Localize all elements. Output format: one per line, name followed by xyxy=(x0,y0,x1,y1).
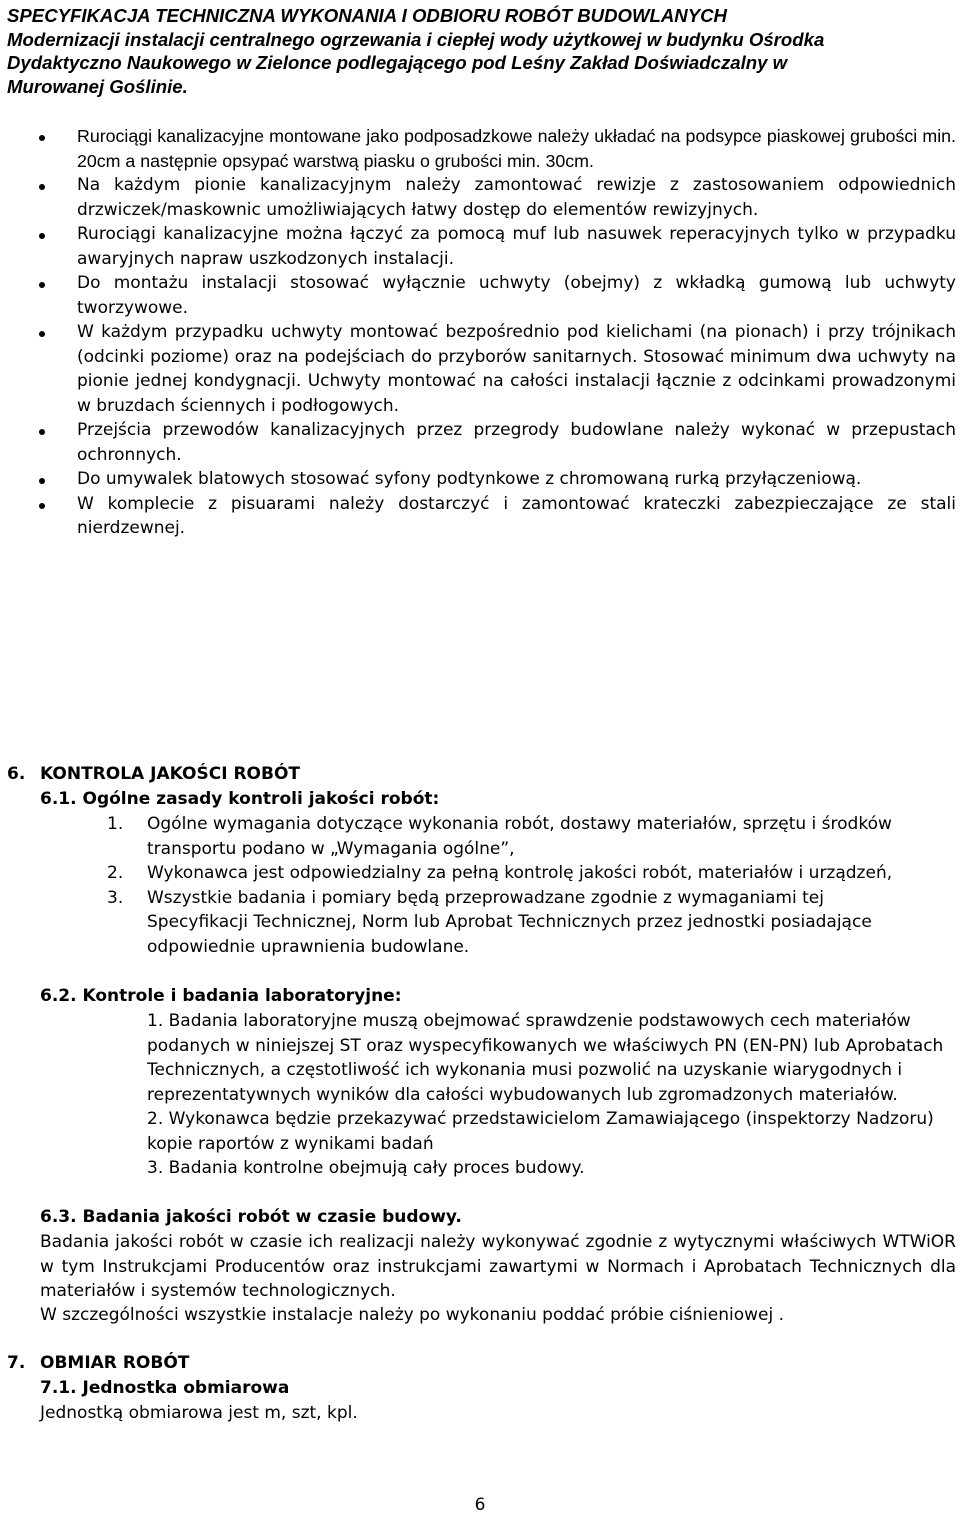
subsection-number: 6.1. xyxy=(40,789,77,809)
section-title: KONTROLA JAKOŚCI ROBÓT xyxy=(40,764,300,784)
section-number: 7. xyxy=(7,1353,26,1373)
bullet-dot-icon xyxy=(39,429,45,435)
bullet-item xyxy=(0,418,960,467)
list-item: 3. Badania kontrolne obejmują cały proces budowy. xyxy=(147,1158,585,1178)
bullet-dot-icon xyxy=(39,331,45,337)
header-line: SPECYFIKACJA TECHNICZNA WYKONANIA I ODBIORU ROBÓT BUDOWLANYCH xyxy=(7,5,727,26)
paragraph: W szczególności wszystkie instalacje należy po wykonaniu poddać próbie ciśnieniowej . xyxy=(40,1305,784,1325)
bullet-text: Do montażu instalacji stosować wyłącznie uchwyty (obejmy) z wkładką gumową lub uchwyty tworzywowe. xyxy=(77,273,956,318)
section-number: 6. xyxy=(7,764,26,784)
bullet-dot-icon xyxy=(39,478,45,484)
bullet-item xyxy=(0,124,960,173)
paragraph: Badania jakości robót w czasie ich realizacji należy wykonywać zgodnie z wytycznymi właściwych WTWiOR w tym Instrukcjami Producentów oraz instrukcjami zawartymi w Normach i Aprobatach Technicznych dla materiałów i systemów technologicznych. xyxy=(40,1232,956,1301)
page-number: 6 xyxy=(474,1495,486,1515)
bullet-dot-icon xyxy=(39,503,45,509)
bullet-text: W komplecie z pisuarami należy dostarczyć i zamontować krateczki zabezpieczające ze stali nierdzewnej. xyxy=(77,493,956,538)
subsection-6-1-heading xyxy=(40,787,960,812)
bullet-dot-icon xyxy=(39,135,45,141)
bullet-text: Rurociągi kanalizacyjne montowane jako podposadzkowe należy układać na podsypce piaskowej grubości min. 20cm a następnie opsypać warstwą piasku o grubości min. 30cm. xyxy=(77,126,956,171)
subsection-number: 6.2. xyxy=(40,986,77,1006)
item-number: 2. xyxy=(107,863,124,883)
bullet-dot-icon xyxy=(39,184,45,190)
bullet-item xyxy=(0,467,960,492)
list-item: 1. Badania laboratoryjne muszą obejmować sprawdzenie podstawowych cech materiałów podanych w niniejszej ST oraz wyspecyfikowanych we właściwych PN (EN-PN) lub Aprobatach Technicznych, a częstotliwość ich wykonania musi pozwolić na uzyskanie wiarygodnych i reprezentatywnych wyników dla całości wybudowanych lub zgromadzonych materiałów. xyxy=(147,1011,944,1105)
section-7-heading xyxy=(7,1351,953,1376)
subsection-title: Jednostka obmiarowa xyxy=(82,1378,290,1398)
item-text: Wszystkie badania i pomiary będą przeprowadzane zgodnie z wymaganiami tej Specyfikacji Technicznej, Norm lub Aprobat Technicznych przez jednostki posiadające odpowiednie uprawnienia budowlane. xyxy=(147,887,872,957)
list-item xyxy=(107,861,927,886)
section-title: OBMIAR ROBÓT xyxy=(40,1353,190,1373)
bullet-text: Do umywalek blatowych stosować syfony podtynkowe z chromowaną rurką przyłączeniową. xyxy=(77,469,862,489)
bullet-list xyxy=(0,124,960,541)
bullet-text: Przejścia przewodów kanalizacyjnych przez przegrody budowlane należy wykonać w przepustach ochronnych. xyxy=(77,420,956,465)
item-number: 3. xyxy=(107,887,124,908)
paragraph: Jednostką obmiarowa jest m, szt, kpl. xyxy=(40,1403,358,1423)
subsection-number: 6.3. xyxy=(40,1207,77,1227)
item-text: Wykonawca jest odpowiedzialny za pełną kontrolę jakości robót, materiałów i urządzeń, xyxy=(147,863,893,883)
item-text: Ogólne wymagania dotyczące wykonania robót, dostawy materiałów, sprzętu i środków transportu podano w „Wymagania ogólne”, xyxy=(147,814,892,859)
subsection-title: Badania jakości robót w czasie budowy. xyxy=(82,1207,462,1227)
bullet-item xyxy=(0,222,960,271)
bullet-dot-icon xyxy=(39,233,45,239)
subsection-number: 7.1. xyxy=(40,1378,77,1398)
bullet-text: W każdym przypadku uchwyty montować bezpośrednio pod kielichami (na pionach) i przy trójnikach (odcinki poziome) oraz na podejściach do przyborów sanitarnych. Stosować minimum dwa uchwyty na pionie jednej kondygnacji. Uchwyty montować na całości instalacji łącznie z odcinkami prowadzonymi w bruzdach ściennych i podłogowych. xyxy=(77,322,956,416)
bullet-item xyxy=(0,492,960,541)
subsection-6-3-heading xyxy=(40,1205,960,1230)
list-item xyxy=(107,886,927,960)
bullet-item xyxy=(0,173,960,222)
subsection-title: Ogólne zasady kontroli jakości robót: xyxy=(82,789,440,809)
bullet-text: Rurociągi kanalizacyjne można łączyć za pomocą muf lub nasuwek reperacyjnych tylko w przypadku awaryjnych napraw uszkodzonych instalacji. xyxy=(77,224,956,269)
header-line: Dydaktyczno Naukowego w Zielonce podlegającego pod Leśny Zakład Doświadczalny w xyxy=(7,52,788,73)
item-number: 1. xyxy=(107,814,124,834)
list-item xyxy=(107,812,927,861)
subsection-title: Kontrole i badania laboratoryjne: xyxy=(82,986,402,1006)
numbered-list-6-2 xyxy=(147,1009,957,1181)
bullet-text: Na każdym pionie kanalizacyjnym należy zamontować rewizje z zastosowaniem odpowiednich drzwiczek/maskownic umożliwiających łatwy dostęp do elementów rewizyjnych. xyxy=(77,175,956,220)
header-line: Modernizacji instalacji centralnego ogrzewania i ciepłej wody użytkowej w budynku Ośrodka xyxy=(7,28,825,50)
bullet-item xyxy=(0,320,960,418)
subsection-6-2-heading xyxy=(40,984,960,1009)
section-6-heading xyxy=(7,762,953,787)
document-header xyxy=(7,4,952,98)
bullet-item xyxy=(0,271,960,320)
subsection-7-1-heading xyxy=(40,1376,960,1401)
numbered-list-6-1 xyxy=(107,812,927,959)
list-item: 2. Wykonawca będzie przekazywać przedstawicielom Zamawiającego (inspektorzy Nadzoru) kopie raportów z wynikami badań xyxy=(147,1109,934,1154)
bullet-dot-icon xyxy=(39,282,45,288)
header-line: Murowanej Goślinie. xyxy=(7,75,188,97)
